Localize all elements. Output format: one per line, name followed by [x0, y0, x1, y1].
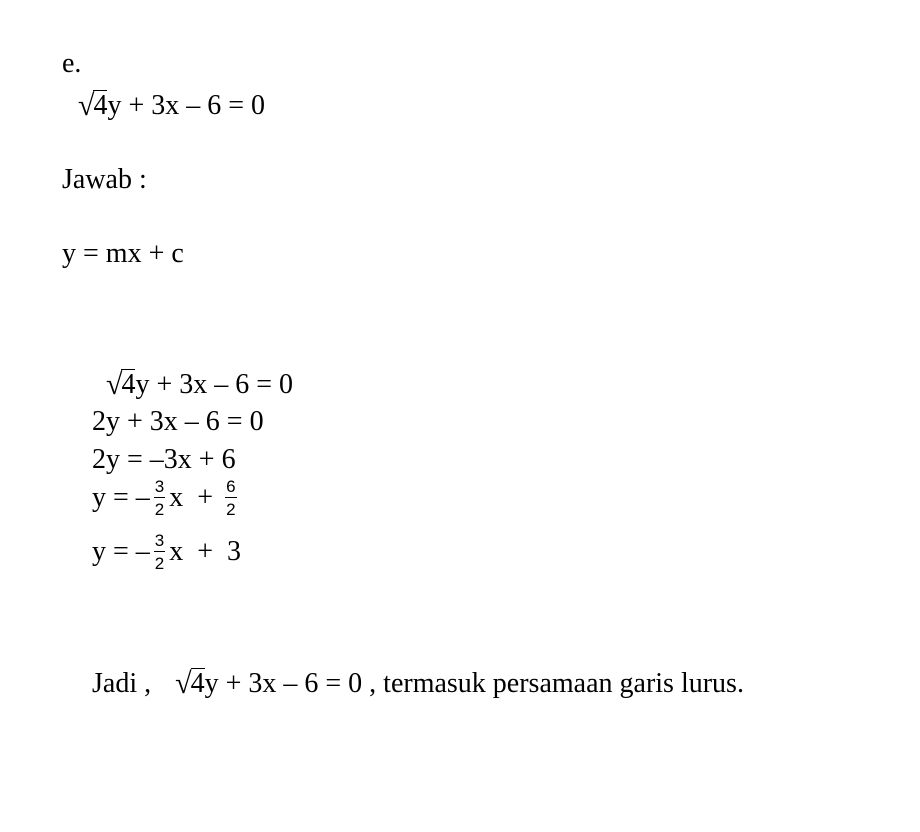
step-2: 2y + 3x – 6 = 0 — [92, 406, 264, 437]
conclusion — [92, 668, 744, 698]
fraction-numerator: 3 — [154, 477, 165, 496]
fraction-three-halves — [154, 532, 165, 572]
sqrt-symbol: √ — [175, 667, 192, 700]
fraction-three-halves — [154, 478, 165, 518]
step-1-rest: y + 3x – 6 = 0 — [135, 369, 294, 400]
step-1 — [106, 369, 293, 399]
answer-label: Jawab : — [62, 164, 147, 195]
conclusion-prefix: Jadi , — [92, 668, 152, 699]
sqrt-radicand: 4 — [121, 369, 136, 400]
sqrt-expression — [78, 90, 107, 120]
step-4 — [92, 478, 241, 518]
fraction-denominator: 2 — [154, 554, 165, 573]
fraction-numerator: 6 — [226, 477, 236, 496]
fraction-denominator: 2 — [226, 500, 236, 519]
sqrt-expression — [106, 369, 135, 399]
step-5 — [92, 532, 241, 572]
sqrt-expression — [175, 668, 204, 698]
step-4-lhs: y = – — [92, 482, 150, 513]
step-5-rest: x + 3 — [169, 536, 242, 567]
fraction-six-halves — [225, 478, 236, 518]
general-form: y = mx + c — [62, 238, 184, 269]
step-3: 2y = –3x + 6 — [92, 444, 236, 475]
conclusion-suffix: , termasuk persamaan garis lurus. — [369, 668, 744, 699]
sqrt-symbol: √ — [78, 89, 95, 122]
step-4-mid: x + — [169, 482, 214, 513]
fraction-denominator: 2 — [154, 500, 165, 519]
sqrt-radicand: 4 — [93, 90, 108, 121]
equation-rest: y + 3x – 6 = 0 — [107, 90, 266, 121]
sqrt-radicand: 4 — [190, 668, 205, 699]
fraction-numerator: 3 — [154, 531, 165, 550]
sqrt-symbol: √ — [106, 368, 123, 401]
problem-label: e. — [62, 48, 82, 79]
conclusion-equation: y + 3x – 6 = 0 — [204, 668, 363, 699]
problem-equation — [78, 90, 265, 120]
step-5-lhs: y = – — [92, 536, 150, 567]
